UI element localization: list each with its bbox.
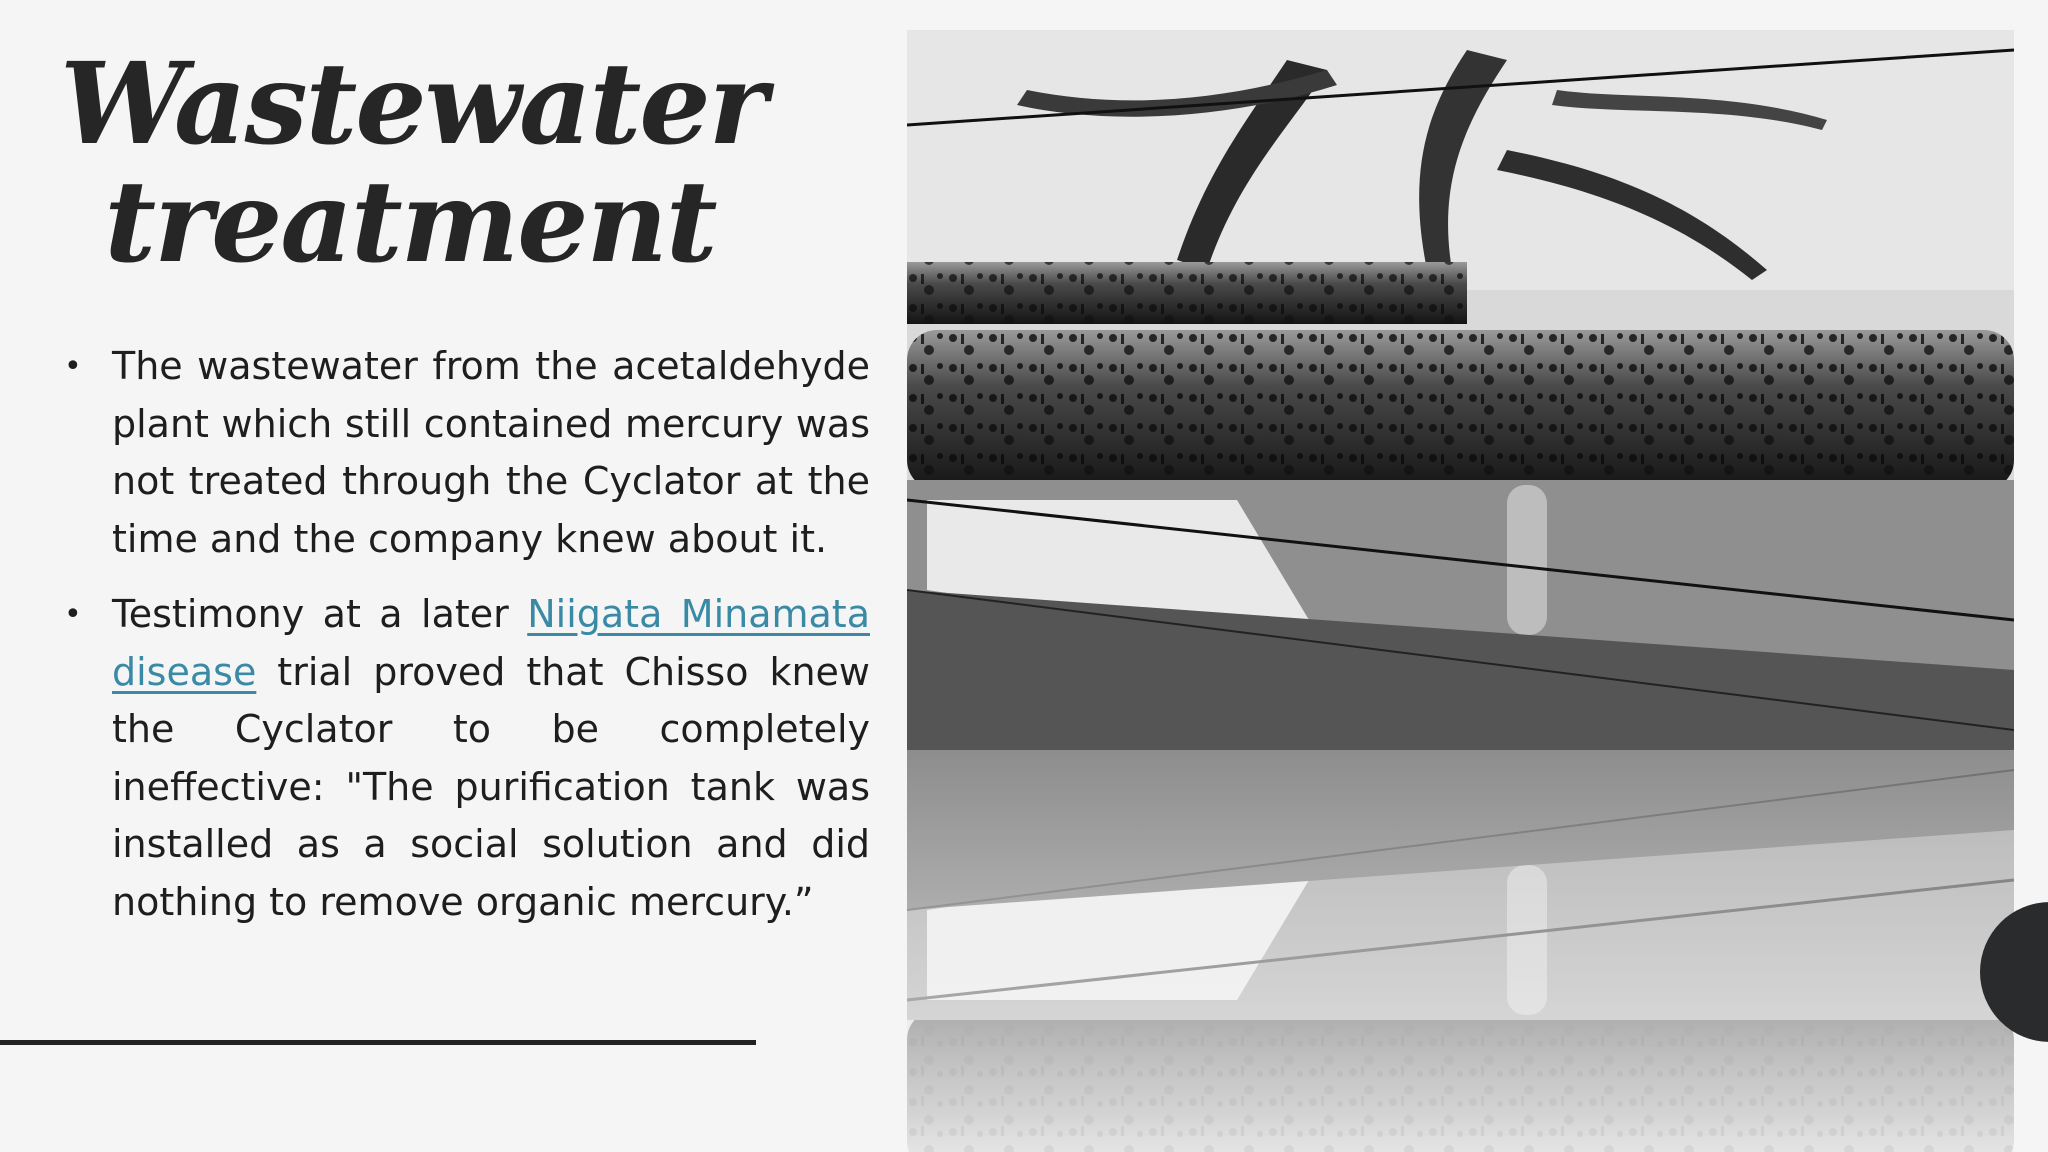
bullet-dot-icon: • <box>64 597 82 632</box>
bullet-text: The wastewater from the acetaldehyde plant which still contained mercury was not treated through the Cyclator at the time and the company knew about it. <box>112 344 870 561</box>
slide-title <box>60 39 766 288</box>
title-line-2: treatment <box>104 157 716 288</box>
pipes-photo <box>907 30 2014 1152</box>
bullet-item <box>62 338 870 568</box>
bullet-text-after: trial proved that Chisso knew the Cyclator to be completely ineffective: "The purification tank was installed as a social solution and did nothing to remove organic mercury.” <box>112 649 870 924</box>
pipes-photo-image <box>907 30 2014 1152</box>
niigata-minamata-link[interactable]: Niigata Minamata disease <box>112 592 870 694</box>
bullet-item <box>62 586 870 931</box>
bullet-text-before: Testimony at a later <box>112 592 528 636</box>
title-line-1: Wastewater <box>60 39 766 170</box>
bullet-dot-icon: • <box>64 349 82 384</box>
bullet-list <box>62 338 870 949</box>
divider-line <box>0 1040 756 1045</box>
